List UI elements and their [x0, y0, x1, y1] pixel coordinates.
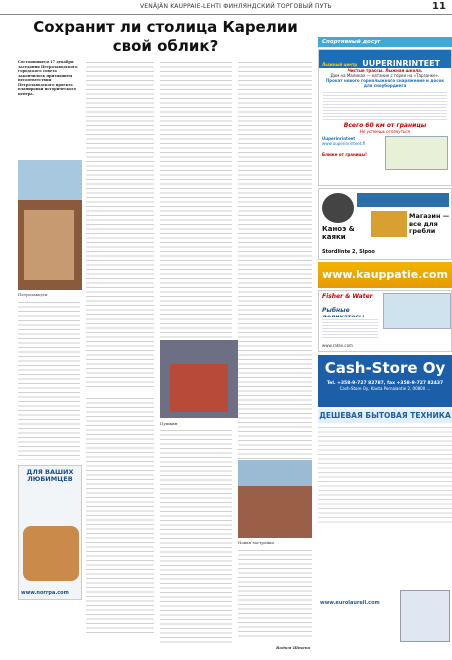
- ski-center-ad: [318, 49, 452, 186]
- cash-store-text: [318, 425, 452, 525]
- photo-caption: Петрозаводск: [18, 292, 48, 297]
- fishing-url[interactable]: www.ratex.com: [322, 343, 353, 348]
- article-lead: Состоявшиеся 17 декабря заседания Петрозаводского городского совета закончилось признанием несоответствия Петрозаводского проекта планировки исторического центра.: [18, 60, 78, 96]
- ski-title: Лыжный центр: [322, 62, 358, 67]
- photo3-caption: Новая застройка: [238, 540, 274, 545]
- page-number: 11: [432, 1, 446, 12]
- article-column-1: [18, 300, 80, 460]
- cash-store-ad: [318, 355, 452, 407]
- article-photo-street: [18, 160, 82, 290]
- ski-name: UUPERINRINTEET: [362, 59, 441, 68]
- kayak-shop-title: Магазин — все для гребли: [409, 212, 450, 235]
- fishing-slogan: Рыбные: [322, 307, 350, 314]
- pets-ad: [18, 465, 82, 600]
- kayak-photo: [371, 211, 407, 237]
- cash-store-address: Cash-Store Oy, Kauta Pornaiantie 2, 00800 ...: [339, 386, 431, 391]
- article-column-3b: [160, 428, 232, 644]
- article-photo-building: [238, 460, 312, 538]
- cash-store-url[interactable]: www.eurolaurell.com: [320, 600, 380, 606]
- ski-slogan-3: Прокат нового горнолыжного снаряжения и досок для сноубординга: [325, 78, 445, 88]
- cash-store-phone: Tel. +358-9-727 82787, fax +358-9-727 82437: [326, 381, 444, 386]
- ski-site: Uuperinrinteet: [322, 136, 356, 141]
- ski-url[interactable]: www.uuperinrinteet.fi: [322, 141, 366, 146]
- photo2-caption: Пушкин: [160, 421, 178, 426]
- pets-ad-title: ДЛЯ ВАШИХ ЛЮБИМЦЕВ: [26, 468, 74, 483]
- fishing-brand: Fisher & Water: [322, 293, 373, 300]
- kauppatie-banner[interactable]: www.kauppatie.com: [318, 262, 452, 288]
- cash-store-subtitle: ДЕШЕВАЯ БЫТОВАЯ ТЕХНИКА: [318, 409, 452, 423]
- kayak-logo: [322, 193, 354, 223]
- ski-slogan-1: Чистые трассы. Лыжная школа.: [347, 68, 423, 73]
- publication-name: VENÄJÄN KAUPPAIE-LEHTI ФИНЛЯНДСКИЙ ТОРГОВЫЙ ПУТЬ: [140, 3, 332, 10]
- page-header: [0, 0, 452, 15]
- ski-map: [385, 136, 448, 170]
- article-photo-square: [160, 340, 238, 418]
- cash-store-title: Cash-Store Oy: [324, 359, 446, 377]
- fishing-ad: [318, 290, 452, 352]
- ski-price-2: Не успеешь оглянуться: [360, 129, 410, 134]
- ski-tag: Ближе от границы!: [322, 152, 367, 157]
- pets-ad-url[interactable]: www.norrpa.com: [21, 590, 69, 596]
- article-column-2b: [86, 396, 154, 636]
- kayak-title: Каноэ & каяки: [322, 225, 355, 241]
- sidebar-section-title: Спортивный досуг: [318, 37, 452, 47]
- ski-slogan-2: Дом на Малинах — катание с горки на «Тарзанке».: [330, 73, 440, 78]
- kayak-address: Stordlinte 2, Sipoo: [322, 249, 375, 255]
- fishing-map: [383, 293, 451, 329]
- cash-store-map: [400, 590, 450, 642]
- article-byline: Вадим Штепа: [276, 645, 311, 650]
- article-column-4b: [238, 548, 312, 638]
- article-column-4: [238, 60, 312, 460]
- dog-image: [23, 526, 79, 581]
- ski-price: Всего 60 км от границы: [343, 122, 427, 129]
- kayak-ad: [318, 188, 452, 260]
- article-column-2: [86, 60, 154, 390]
- article-headline: Сохранит ли столица Карелии свой облик?: [33, 18, 298, 55]
